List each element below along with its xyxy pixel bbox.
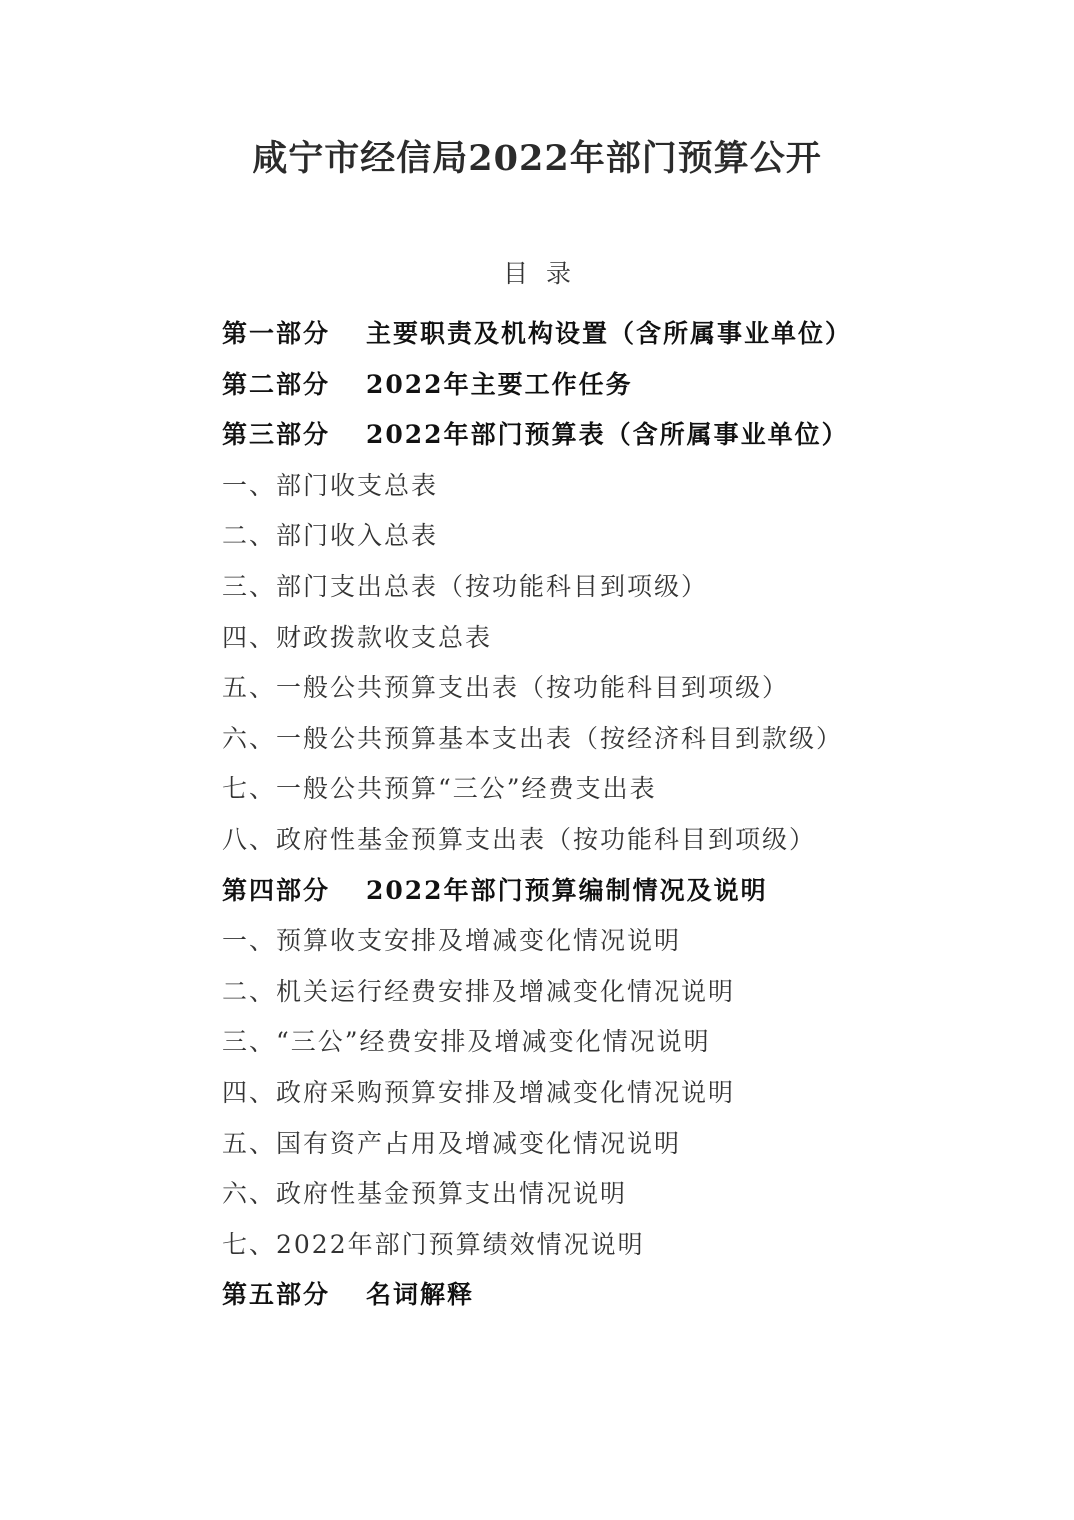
toc-part-2 [222,360,1022,411]
toc-item: 三、“三公”经费安排及增减变化情况说明 [222,1027,711,1057]
toc-item: 五、一般公共预算支出表（按功能科目到项级） [222,673,790,703]
toc-item: 五、国有资产占用及增减变化情况说明 [222,1128,682,1158]
toc-item: 二、部门收入总表 [222,521,439,551]
toc-part-5 [222,1270,1022,1321]
toc-item: 四、财政拨款收支总表 [222,622,493,652]
toc-part-4 [222,866,1022,917]
toc-part-1 [222,309,1022,360]
toc-part-text: 2022年部门预算编制情况及说明 [366,875,768,905]
toc-part-text: 2022年主要工作任务 [366,369,633,399]
document-title: 咸宁市经信局2022年部门预算公开 [252,138,822,179]
toc-part-text: 主要职责及机构设置（含所属事业单位） [366,319,853,348]
toc-item: 七、2022年部门预算绩效情况说明 [222,1229,645,1259]
toc-item: 二、机关运行经费安排及增减变化情况说明 [222,976,736,1006]
toc-part-3 [222,410,1022,461]
toc-item: 四、政府采购预算安排及增减变化情况说明 [222,1077,736,1107]
toc-part-label: 第三部分 [222,420,331,450]
toc-heading: 目录 [502,259,589,288]
toc-part-label: 第五部分 [222,1280,331,1310]
toc-part-text: 名词解释 [366,1280,475,1310]
toc-item: 六、政府性基金预算支出情况说明 [222,1179,628,1209]
toc-part-label: 第一部分 [222,319,331,348]
toc-part-text: 2022年部门预算表（含所属事业单位） [366,420,849,450]
toc-item: 一、部门收支总表 [222,470,439,500]
toc-item: 一、预算收支安排及增减变化情况说明 [222,926,682,956]
table-of-contents [222,309,1022,1321]
toc-item: 六、一般公共预算基本支出表（按经济科目到款级） [222,723,844,753]
toc-part-label: 第二部分 [222,369,331,399]
toc-part-label: 第四部分 [222,875,331,905]
toc-item: 八、政府性基金预算支出表（按功能科目到项级） [222,824,817,854]
toc-item: 三、部门支出总表（按功能科目到项级） [222,571,709,601]
toc-item: 七、一般公共预算“三公”经费支出表 [222,774,657,804]
